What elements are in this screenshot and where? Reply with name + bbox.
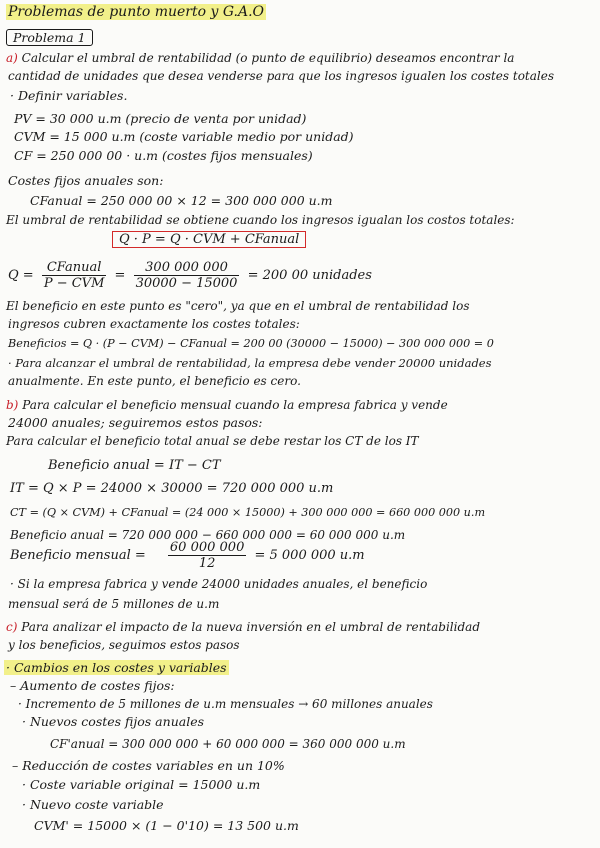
c-line-2: y los beneficios, seguimos estos pasos (8, 638, 240, 652)
a-benef-1: El beneficio en este punto es "cero", ya que en el umbral de rentabilidad los (6, 299, 470, 313)
c-line-1 (6, 619, 480, 635)
c-orig: · Coste variable original = 15000 u.m (22, 777, 261, 792)
a-umbral: El umbral de rentabilidad se obtiene cuando los ingresos igualan los costos totales: (6, 213, 515, 227)
q-eq: = (114, 268, 126, 283)
a-cvm: CVM = 15 000 u.m (coste variable medio por unidad) (14, 129, 354, 144)
a-define: · Definir variables. (10, 88, 128, 103)
q-den-1: P − CVM (43, 276, 105, 291)
a-benef-4: · Para alcanzar el umbral de rentabilidad, la empresa debe vender 20000 unidades (8, 356, 492, 370)
c-line-1-text: Para analizar el impacto de la nueva inversión en el umbral de rentabilidad (21, 620, 480, 634)
b-line-2: 24000 anuales; seguiremos estos pasos: (8, 415, 263, 430)
bm-den: 12 (198, 556, 216, 571)
b-ct: CT = (Q × CVM) + CFanual = (24 000 × 15000) + 300 000 000 = 660 000 000 u.m (10, 506, 486, 519)
a-cf: CF = 250 000 00 · u.m (costes fijos mensuales) (14, 148, 313, 163)
a-annual: Costes fijos anuales son: (8, 173, 164, 188)
q-den-2: 30000 − 15000 (135, 276, 238, 291)
c-cfp: CF'anual = 300 000 000 + 60 000 000 = 360 000 000 u.m (50, 737, 406, 751)
a-pv: PV = 30 000 u.m (precio de venta por unidad) (14, 111, 307, 126)
bm-lhs: Beneficio mensual = (10, 548, 146, 563)
q-num-2: 300 000 000 (134, 260, 240, 276)
a-intro-1-text: Calcular el umbral de rentabilidad (o punto de equilibrio) deseamos encontrar la (21, 51, 515, 65)
q-result: = 200 00 unidades (247, 268, 372, 283)
b-formula: Beneficio anual = IT − CT (48, 458, 221, 473)
a-benef-5: anualmente. En este punto, el beneficio es cero. (8, 374, 301, 388)
page-title-text: Problemas de punto muerto y G.A.O (8, 4, 265, 20)
c-newfixed: · Nuevos costes fijos anuales (22, 714, 205, 729)
page-title (6, 4, 266, 20)
problem-label-text: Problema 1 (6, 29, 93, 46)
b-ba: Beneficio anual = 720 000 000 − 660 000 000 = 60 000 000 u.m (10, 528, 406, 542)
b-concl-2: mensual será de 5 millones de u.m (8, 597, 220, 611)
bm-num: 60 000 000 (169, 540, 245, 555)
c-changes-text: · Cambios en los costes y variables (6, 660, 227, 675)
a-eq-box (112, 232, 306, 248)
q-lhs: Q = (8, 268, 34, 283)
b-concl-1: · Si la empresa fabrica y vende 24000 unidades anuales, el beneficio (10, 577, 428, 591)
a-intro-2: cantidad de unidades que desea venderse para que los ingresos igualen los costes totales (8, 69, 555, 83)
b-line-3: Para calcular el beneficio total anual se debe restar los CT de los IT (6, 434, 419, 448)
c-reduc: – Reducción de costes variables en un 10% (12, 758, 285, 773)
q-frac-2 (134, 260, 240, 291)
b-line-1-text: Para calcular el beneficio mensual cuando la empresa fabrica y vende (22, 398, 448, 412)
q-num-1: CFanual (42, 260, 107, 276)
bm-res: = 5 000 000 u.m (254, 548, 365, 563)
c-changes (4, 660, 229, 676)
a-eq-box-text: Q · P = Q · CVM + CFanual (112, 231, 306, 248)
b-line-1 (6, 397, 448, 413)
c-inc: · Incremento de 5 millones de u.m mensuales → 60 millones anuales (18, 697, 433, 711)
a-benef-2: ingresos cubren exactamente los costes totales: (8, 317, 300, 331)
c-newvar: · Nuevo coste variable (22, 797, 164, 812)
c-cvmp: CVM' = 15000 × (1 − 0'10) = 13 500 u.m (34, 818, 299, 833)
a-cf-annual: CFanual = 250 000 00 × 12 = 300 000 000 u.m (30, 193, 333, 208)
b-it: IT = Q × P = 24000 × 30000 = 720 000 000 u.m (10, 481, 334, 496)
c-fixed: – Aumento de costes fijos: (10, 678, 175, 693)
bm-frac (168, 540, 246, 571)
q-frac-1 (42, 260, 107, 291)
c-marker: c) (6, 620, 18, 634)
a-intro-1 (6, 50, 514, 66)
a-benef-3: Beneficios = Q · (P − CVM) − CFanual = 200 00 (30000 − 15000) − 300 000 000 = 0 (8, 337, 494, 350)
b-bm (10, 540, 365, 571)
problem-label (6, 30, 93, 46)
b-marker: b) (6, 398, 19, 412)
a-q-formula (8, 260, 372, 291)
a-marker: a) (6, 51, 18, 65)
